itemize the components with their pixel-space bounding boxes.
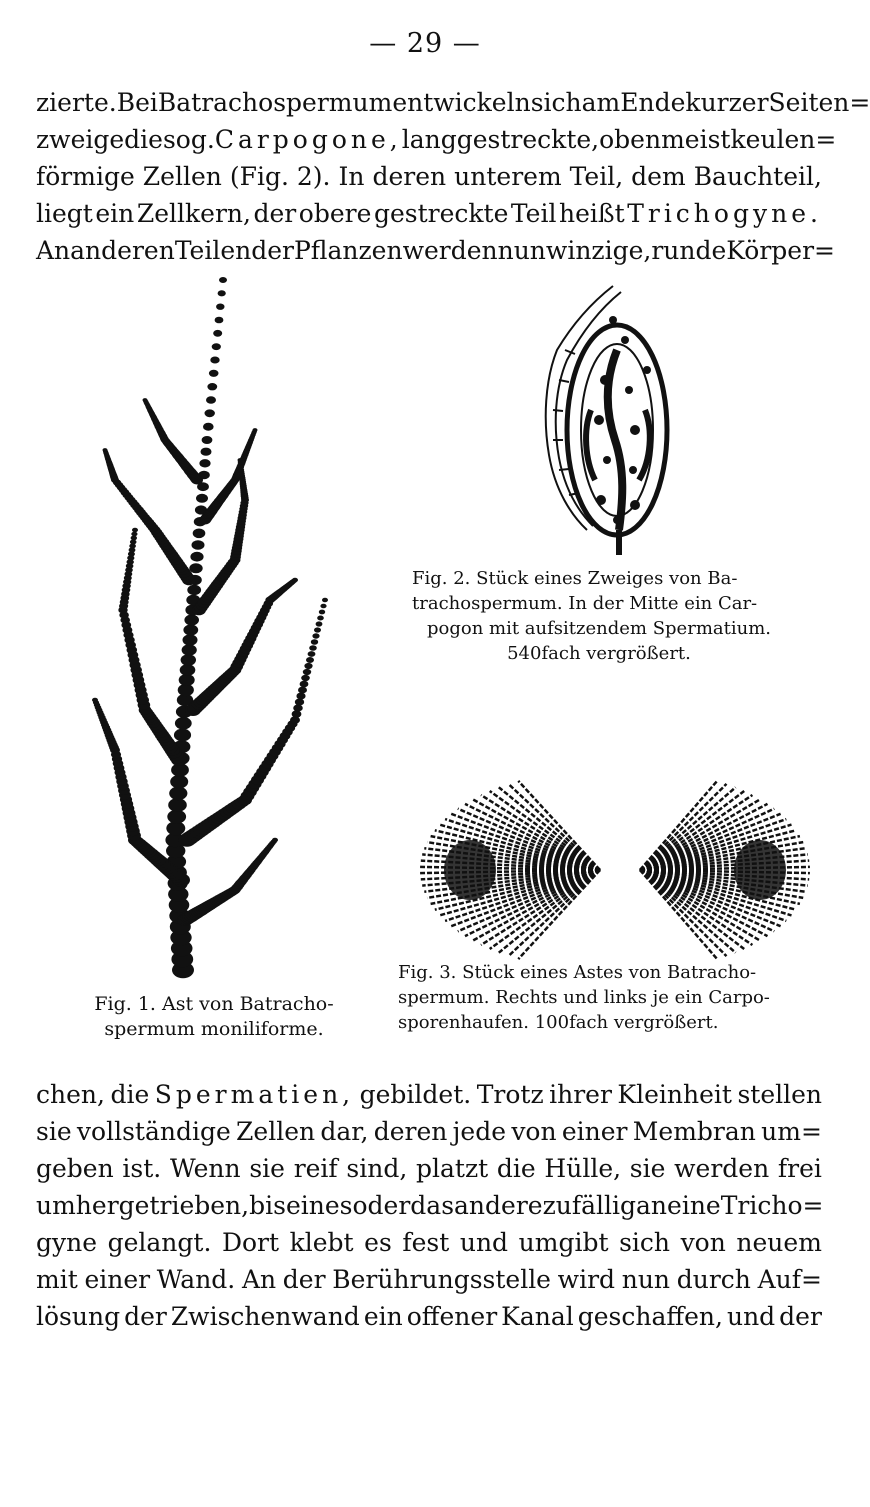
text-line <box>36 1076 822 1113</box>
word: oder <box>352 1191 411 1220</box>
word: geschaffen, <box>577 1302 723 1331</box>
alga-bead <box>293 704 303 711</box>
word: keulen= <box>730 125 837 154</box>
alga-bead <box>320 604 326 609</box>
alga-bead <box>183 625 198 636</box>
alga-bead <box>168 798 187 812</box>
alga-bead <box>316 621 323 626</box>
word: Dort <box>221 1228 280 1257</box>
word: der <box>253 199 297 228</box>
alga-bead <box>206 396 216 404</box>
fig2-illustration <box>535 280 675 565</box>
word: eines <box>285 1191 353 1220</box>
word: Teil <box>510 199 557 228</box>
text-line <box>36 195 822 232</box>
word: Zellen <box>236 1117 316 1146</box>
emphasized-term: Trichogyne. <box>627 199 822 228</box>
word: chen, <box>36 1080 105 1109</box>
alga-bead <box>207 383 217 390</box>
alga-bead <box>272 838 278 843</box>
word: platzt <box>416 1154 489 1183</box>
alga-bead <box>182 644 197 655</box>
word: Batrachospermum <box>157 88 393 117</box>
word: unterem <box>454 162 562 191</box>
word: entwickeln <box>392 88 531 117</box>
top-paragraph <box>36 84 870 269</box>
word: Teilen <box>174 236 252 265</box>
word: andere <box>454 1191 543 1220</box>
text-line <box>36 1113 822 1150</box>
word: das <box>410 1191 455 1220</box>
alga-bead <box>203 423 214 431</box>
alga-bead <box>296 693 305 700</box>
word: Teil, <box>569 162 624 191</box>
word: nun <box>621 1265 671 1294</box>
text-line <box>36 232 836 269</box>
alga-bead <box>215 317 224 324</box>
text-line <box>36 1150 822 1187</box>
caption-line: pogon mit aufsitzendem Spermatium. <box>426 618 771 639</box>
word: Zellen <box>142 162 222 191</box>
sporen-cluster <box>734 840 786 900</box>
carposporen-drawing <box>430 760 810 960</box>
alga-bead <box>253 428 258 432</box>
alga-bead <box>184 615 199 626</box>
word: von <box>511 1117 557 1146</box>
word: gestreckte <box>373 199 509 228</box>
word: Trotz <box>476 1080 544 1109</box>
alga-bead <box>218 290 226 296</box>
word: gebildet. <box>359 1080 472 1109</box>
alga-bead <box>212 343 221 350</box>
alga-bead <box>189 563 202 573</box>
word: Kleinheit <box>617 1080 732 1109</box>
word: langgestreckte, <box>401 125 600 154</box>
word: umhergetrieben, <box>36 1191 250 1220</box>
alga-bead <box>213 330 222 337</box>
alga-bead <box>187 585 201 595</box>
word: reif <box>293 1154 338 1183</box>
fig3-illustration <box>430 760 810 960</box>
word: zufällig <box>542 1191 637 1220</box>
word: ein <box>95 199 135 228</box>
word: die <box>124 125 163 154</box>
alga-bead <box>92 698 98 703</box>
caption-line: sporenhaufen. 100fach vergrößert. <box>398 1012 719 1033</box>
word: stellen <box>737 1080 822 1109</box>
alga-bead <box>175 717 192 730</box>
word: und <box>459 1228 509 1257</box>
word: neuem <box>736 1228 822 1257</box>
word: lösung <box>36 1302 121 1331</box>
alga-bead <box>295 699 304 706</box>
word: sie <box>629 1154 666 1183</box>
word: der <box>124 1302 167 1331</box>
text-line <box>36 121 837 158</box>
word: heißt <box>559 199 625 228</box>
word: An <box>241 1265 277 1294</box>
word: dem <box>631 162 686 191</box>
word: Bei <box>116 88 158 117</box>
word: sind, <box>346 1154 408 1183</box>
alga-bead <box>298 687 307 694</box>
word: sich <box>619 1228 670 1257</box>
fig1-caption <box>74 992 354 1042</box>
caption-line: spermum moniliforme. <box>104 1018 324 1040</box>
word: Pflanzen <box>293 236 403 265</box>
word: Wand. <box>156 1265 236 1294</box>
word: deren <box>373 1117 448 1146</box>
alga-bead <box>169 787 187 801</box>
text-line <box>36 84 870 121</box>
word: Tricho= <box>720 1191 824 1220</box>
text-line <box>36 1187 822 1224</box>
alga-bead <box>300 681 309 688</box>
word: meist <box>661 125 731 154</box>
word: fest <box>402 1228 450 1257</box>
word: förmige <box>36 162 135 191</box>
word: durch <box>676 1265 751 1294</box>
word: An <box>36 236 71 265</box>
word: gelangt. <box>107 1228 212 1257</box>
alga-bead <box>174 729 191 742</box>
emphasized-term: Carpogone, <box>214 125 402 154</box>
alga-bead <box>308 651 316 657</box>
word: obere <box>298 199 372 228</box>
word: klebt <box>289 1228 354 1257</box>
word: Membran <box>632 1117 756 1146</box>
word: ihrer <box>549 1080 612 1109</box>
alga-bead <box>309 645 317 651</box>
alga-bead <box>205 409 215 417</box>
caption-line: trachospermum. In der Mitte ein Car- <box>412 593 758 614</box>
fig1-illustration <box>95 280 345 980</box>
alga-bead <box>317 616 324 621</box>
alga-bead <box>181 654 196 666</box>
word: anderen <box>70 236 175 265</box>
word: sog. <box>162 125 215 154</box>
word: mit <box>36 1265 78 1294</box>
word: (Fig. 2). <box>229 162 331 191</box>
alga-bead <box>219 277 227 283</box>
alga-bead <box>192 540 205 550</box>
alga-bead <box>314 627 321 632</box>
caption-line: Fig. 2. Stück eines Zweiges von Ba- <box>412 568 738 589</box>
word: Berührungsstelle <box>332 1265 551 1294</box>
word: einer <box>84 1265 151 1294</box>
emphasized-term: Spermatien, <box>154 1080 355 1109</box>
fig2-caption <box>412 566 786 666</box>
alga-bead <box>103 448 108 452</box>
word: Seiten= <box>768 88 870 117</box>
word: von <box>680 1228 726 1257</box>
word: Auf= <box>757 1265 822 1294</box>
word: dar, <box>320 1117 369 1146</box>
word: geben <box>36 1154 114 1183</box>
alga-bead <box>131 532 137 537</box>
word: es <box>364 1228 392 1257</box>
word: zierte. <box>36 88 117 117</box>
text-line <box>36 1224 822 1261</box>
alga-bead <box>202 436 213 444</box>
word: kurzer <box>685 88 769 117</box>
word: jede <box>452 1117 507 1146</box>
page-number: — 29 — <box>369 28 481 59</box>
alga-bead <box>183 634 198 645</box>
carpogon-drawing <box>535 280 675 565</box>
caption-line: 540fach vergrößert. <box>507 643 691 664</box>
alga-bead <box>319 610 325 615</box>
word: Zellkern, <box>136 199 251 228</box>
word: die <box>110 1080 150 1109</box>
word: Körper= <box>726 236 836 265</box>
alga-bead <box>131 536 137 541</box>
word: der <box>282 1265 326 1294</box>
alga-bead <box>312 633 319 638</box>
word: die <box>496 1154 536 1183</box>
word: sich <box>530 88 582 117</box>
word: ein <box>363 1302 403 1331</box>
word: In <box>338 162 365 191</box>
alga-bead <box>143 398 148 402</box>
alga-bead <box>180 664 196 676</box>
alga-bead <box>303 669 311 675</box>
word: umgibt <box>518 1228 609 1257</box>
word: ist. <box>122 1154 162 1183</box>
word: offener <box>406 1302 498 1331</box>
word: vollständige <box>76 1117 231 1146</box>
alga-bead <box>196 494 208 503</box>
word: frei <box>777 1154 822 1183</box>
word: und <box>726 1302 776 1331</box>
alga-bead <box>292 578 298 583</box>
caption-line: spermum. Rechts und links je ein Carpo- <box>398 987 770 1008</box>
word: werden <box>674 1154 770 1183</box>
alga-bead <box>201 448 212 456</box>
word: wird <box>557 1265 616 1294</box>
word: einer <box>561 1117 628 1146</box>
alga-bead <box>209 370 219 377</box>
alga-bead <box>304 663 312 669</box>
alga-bead <box>132 528 138 533</box>
alga-bead <box>190 552 203 562</box>
sporen-cluster <box>444 840 496 900</box>
alga-bead <box>301 675 310 681</box>
alga-bead <box>170 775 188 789</box>
word: Bauchteil, <box>693 162 822 191</box>
text-line <box>36 1261 822 1298</box>
word: gyne <box>36 1228 98 1257</box>
word: der <box>779 1302 822 1331</box>
word: an <box>636 1191 668 1220</box>
word: eine <box>667 1191 721 1220</box>
word: Wenn <box>169 1154 241 1183</box>
alga-bead <box>216 304 224 310</box>
bottom-paragraph <box>36 1076 822 1335</box>
alga-bead <box>210 357 219 364</box>
caption-line: Fig. 3. Stück eines Astes von Batracho- <box>398 962 757 983</box>
word: Hülle, <box>544 1154 622 1183</box>
word: liegt <box>36 199 93 228</box>
word: am <box>581 88 621 117</box>
word: oben <box>599 125 662 154</box>
alga-bead <box>322 598 328 603</box>
word: sie <box>249 1154 285 1183</box>
alga-bead <box>199 459 210 467</box>
word: sie <box>36 1117 72 1146</box>
word: bis <box>249 1191 286 1220</box>
alga-bead <box>311 639 318 645</box>
alga-branch-drawing <box>95 280 345 980</box>
word: Kanal <box>501 1302 574 1331</box>
word: winzige, <box>545 236 652 265</box>
word: Ende <box>620 88 686 117</box>
word: deren <box>372 162 447 191</box>
word: der <box>251 236 294 265</box>
alga-bead <box>306 657 314 663</box>
fig3-caption <box>398 960 802 1035</box>
text-line <box>36 1298 822 1335</box>
word: zweige <box>36 125 125 154</box>
word: nun <box>497 236 546 265</box>
word: Zwischenwand <box>170 1302 360 1331</box>
text-line <box>36 158 822 195</box>
word: um= <box>761 1117 822 1146</box>
word: werden <box>402 236 498 265</box>
word: runde <box>651 236 727 265</box>
alga-bead <box>193 529 206 539</box>
caption-line: Fig. 1. Ast von Batracho- <box>94 993 334 1015</box>
